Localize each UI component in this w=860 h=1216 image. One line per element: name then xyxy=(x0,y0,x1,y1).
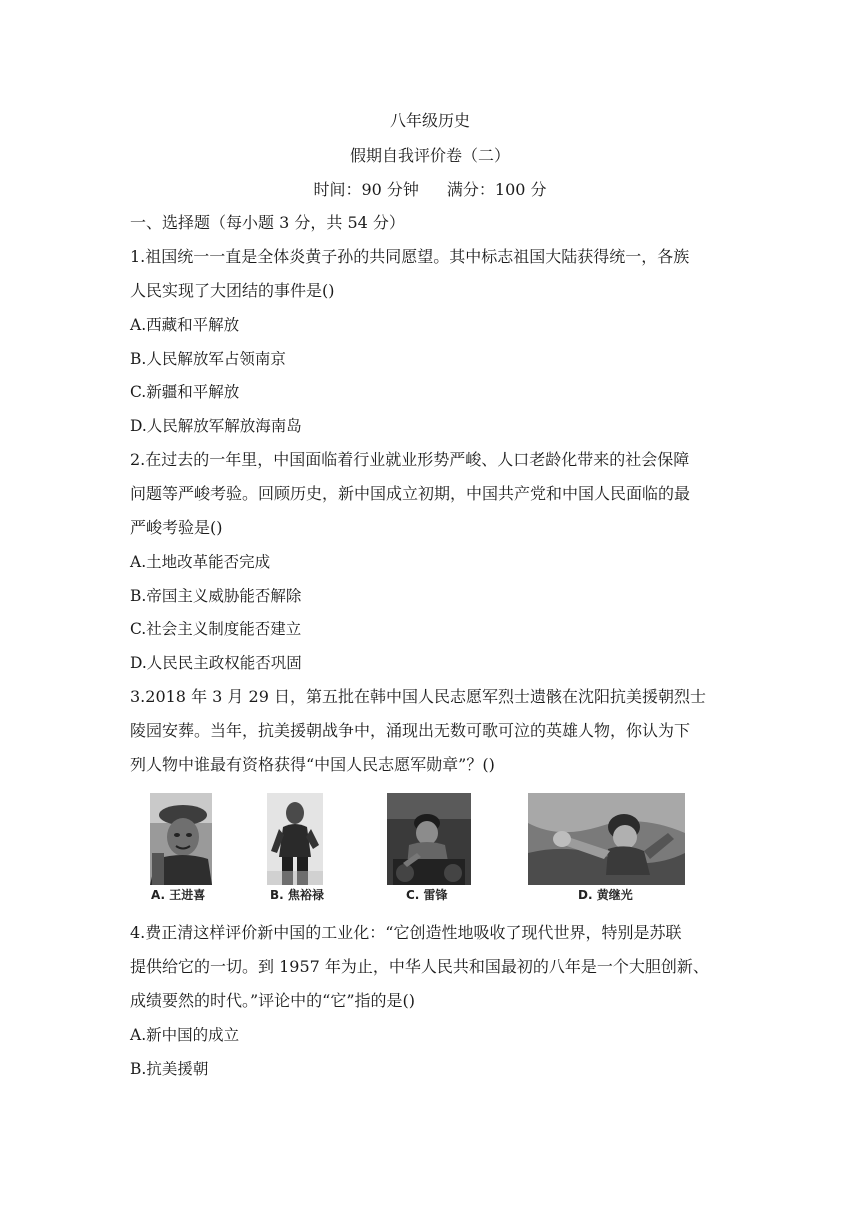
question-3-line-3: 列人物中谁最有资格获得“中国人民志愿军勋章”？() xyxy=(130,755,495,774)
photo-wang-jinxi xyxy=(150,793,212,885)
question-2-line-3: 严峻考验是() xyxy=(130,518,223,537)
question-4-line-1: 4.费正清这样评价新中国的工业化：“它创造性地吸收了现代世界，特别是苏联 xyxy=(130,923,682,942)
subject-title: 八年级历史 xyxy=(389,111,470,130)
question-4-line-2: 提供给它的一切。到 1957 年为止，中华人民共和国最初的八年是一个大胆创新、 xyxy=(130,957,709,976)
photo-lei-feng xyxy=(387,793,471,885)
question-3-line-1: 3.2018 年 3 月 29 日，第五批在韩中国人民志愿军烈士遗骸在沈阳抗美援朝烈士 xyxy=(130,687,706,706)
question-1-option-c: C.新疆和平解放 xyxy=(130,383,240,401)
question-2-line-2: 问题等严峻考验。回顾历史，新中国成立初期，中国共产党和中国人民面临的最 xyxy=(130,484,691,503)
question-1-line-2: 人民实现了大团结的事件是() xyxy=(130,281,335,300)
caption-c: C. 雷锋 xyxy=(406,888,448,902)
question-1-option-a: A.西藏和平解放 xyxy=(130,316,240,334)
photo-jiao-yulu xyxy=(267,793,323,885)
exam-title: 假期自我评价卷（二） xyxy=(349,146,510,165)
caption-a: A. 王进喜 xyxy=(151,888,206,902)
question-1-option-d: D.人民解放军解放海南岛 xyxy=(130,417,302,435)
section-title: 一、选择题（每小题 3 分，共 54 分） xyxy=(130,213,405,232)
caption-d: D. 黄继光 xyxy=(578,888,633,902)
question-4-option-b: B.抗美援朝 xyxy=(130,1060,209,1078)
question-2-option-d: D.人民民主政权能否巩固 xyxy=(130,654,302,672)
question-4-option-a: A.新中国的成立 xyxy=(130,1026,240,1044)
question-4-line-3: 成绩要然的时代。”评论中的“它”指的是() xyxy=(130,991,416,1010)
question-3-line-2: 陵园安葬。当年，抗美援朝战争中，涌现出无数可歌可泣的英雄人物，你认为下 xyxy=(130,721,691,740)
question-2-line-1: 2.在过去的一年里，中国面临着行业就业形势严峻、人口老龄化带来的社会保障 xyxy=(130,450,690,469)
exam-score: 满分：100 分 xyxy=(446,180,547,199)
exam-time: 时间：90 分钟 xyxy=(313,180,419,199)
question-2-option-a: A.土地改革能否完成 xyxy=(130,553,271,571)
caption-b: B. 焦裕禄 xyxy=(270,888,324,902)
question-1-line-1: 1.祖国统一一直是全体炎黄子孙的共同愿望。其中标志祖国大陆获得统一，各族 xyxy=(130,247,690,266)
photo-huang-jiguang xyxy=(528,793,685,885)
question-2-option-b: B.帝国主义威胁能否解除 xyxy=(130,587,302,605)
exam-meta xyxy=(0,179,860,201)
question-2-option-c: C.社会主义制度能否建立 xyxy=(130,620,302,638)
question-1-option-b: B.人民解放军占领南京 xyxy=(130,350,286,368)
